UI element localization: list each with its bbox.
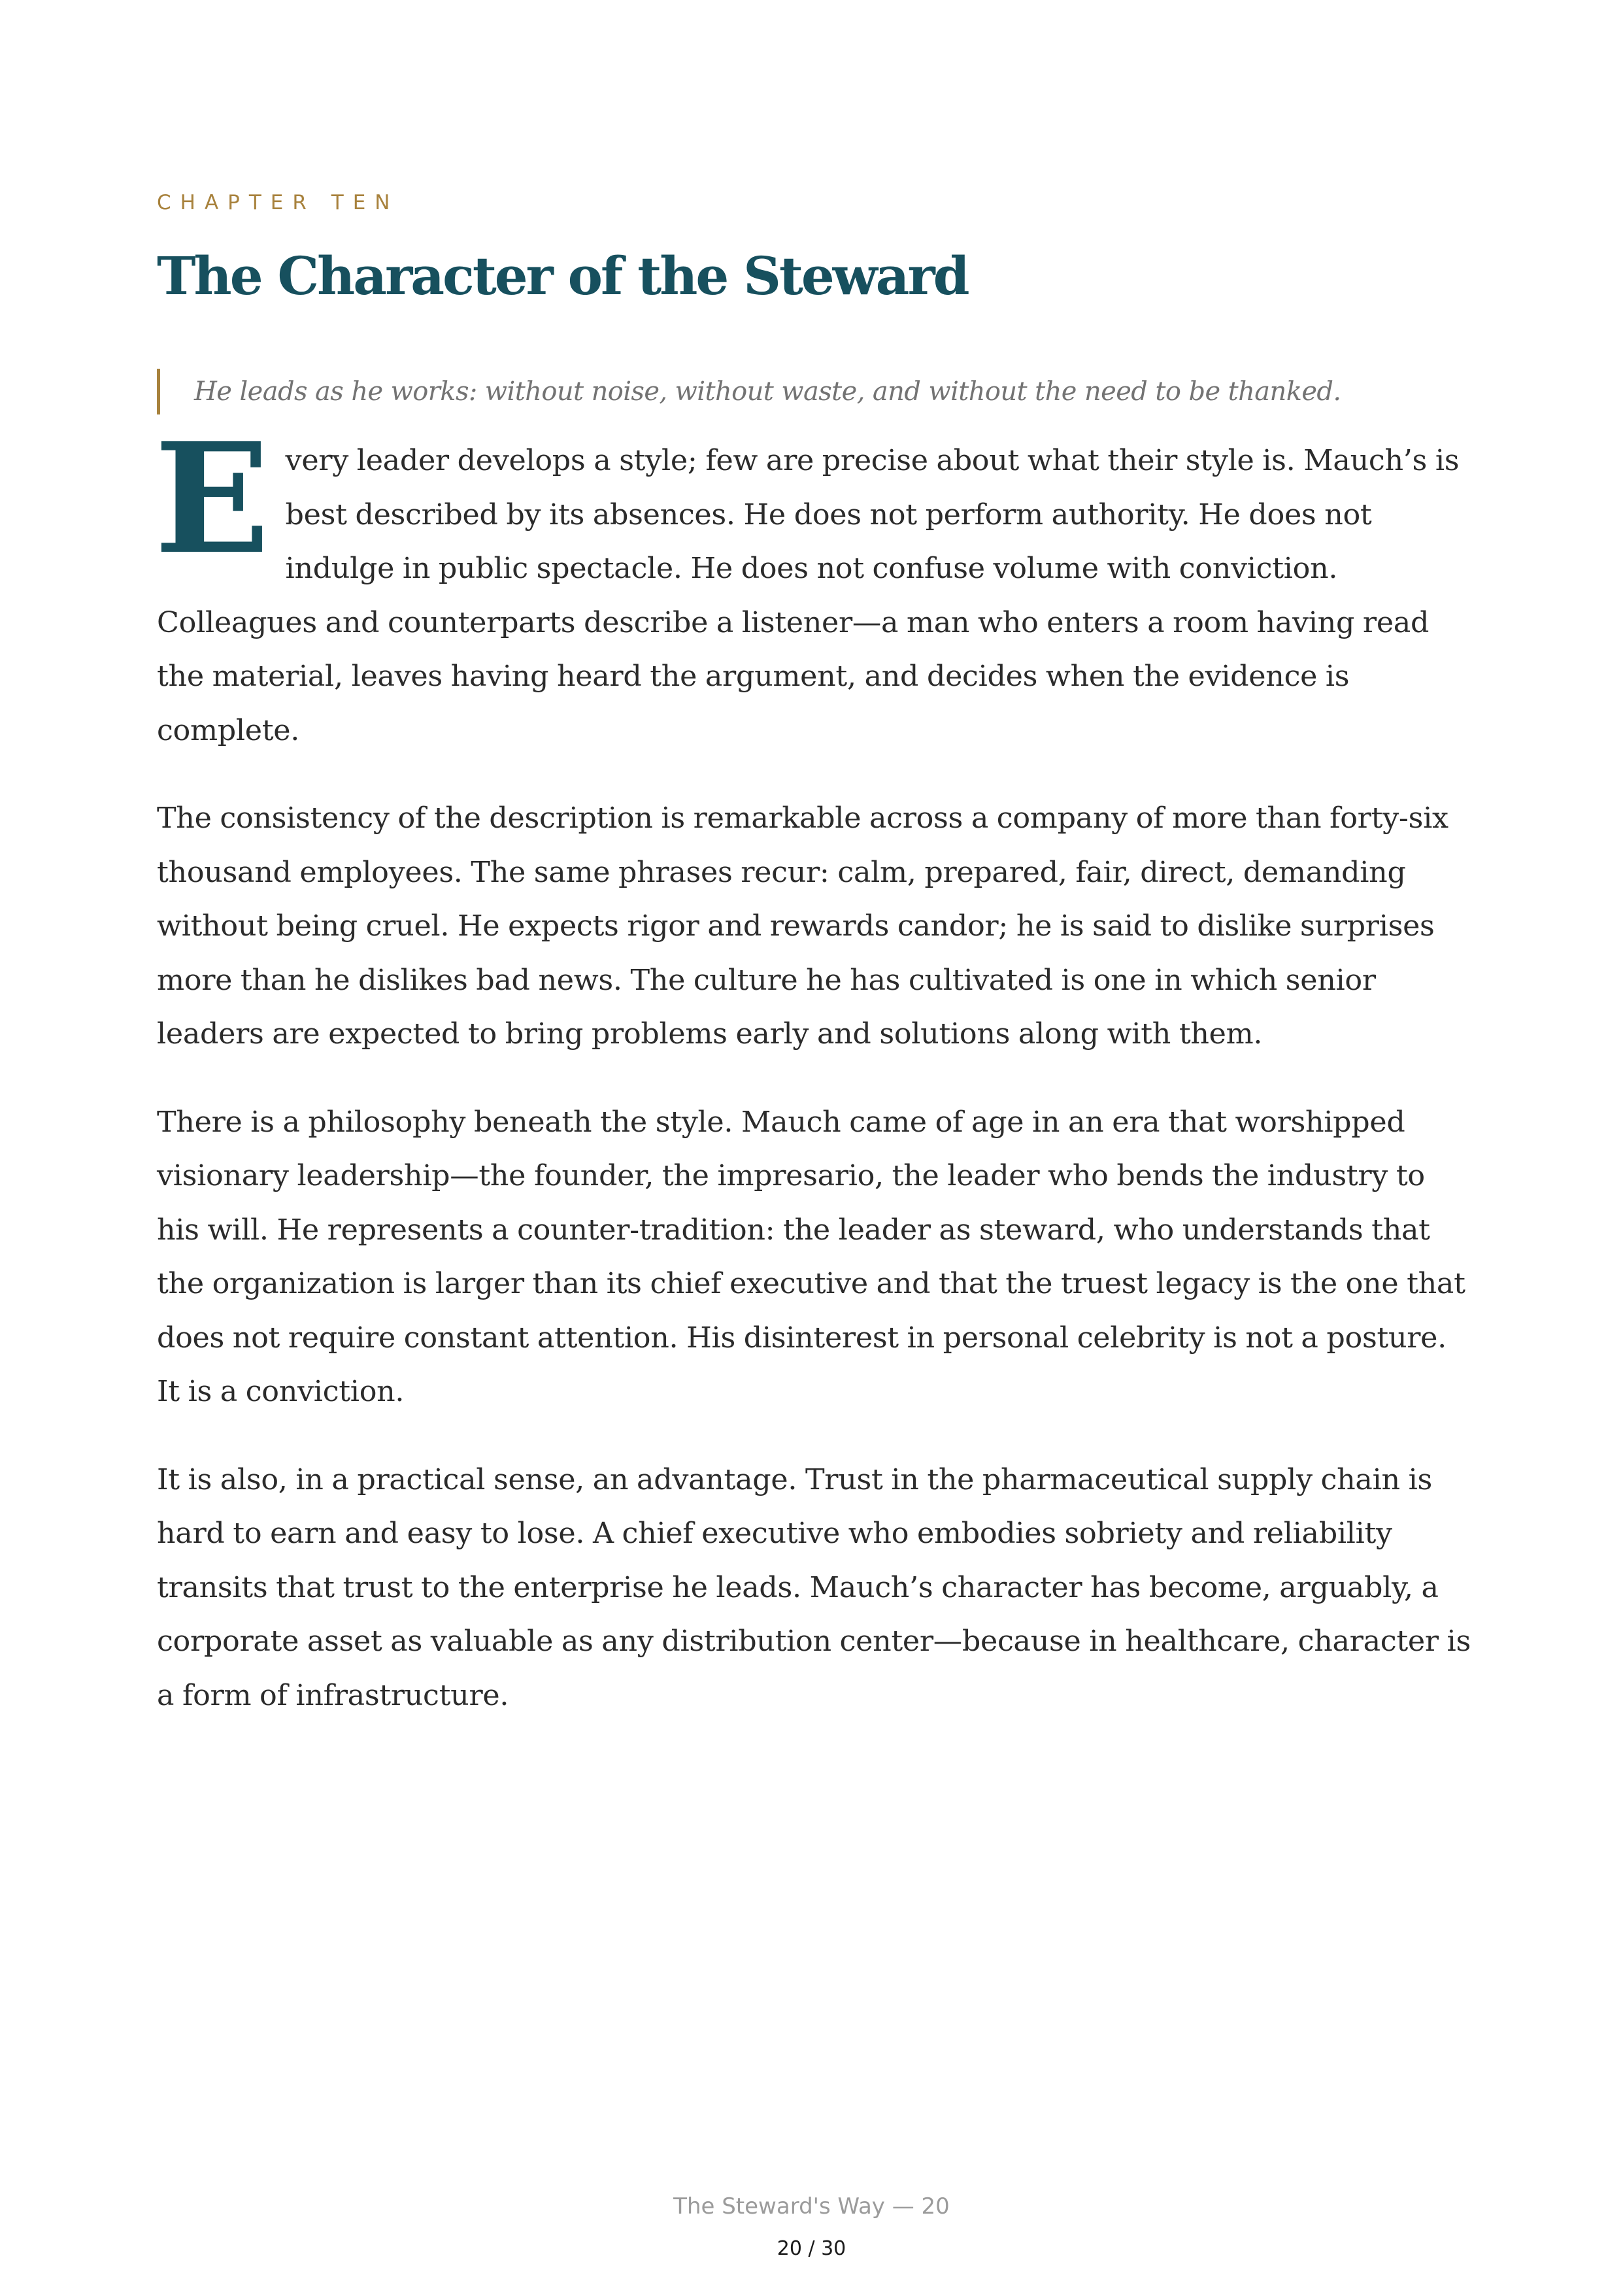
epigraph-text: He leads as he works: without noise, without waste, and without the need to be thanked. xyxy=(194,377,1341,407)
page-indicator: 20 / 30 xyxy=(777,2237,846,2260)
paragraph-2: The consistency of the description is remarkable across a company of more than forty-six thousand employees. The same phrases recur: calm, prepared, fair, direct, demanding without being cruel. He expects rigor and rewards candor; he is said to dislike surprises more than he dislikes bad news. The culture he has cultivated is one in which senior leaders are expected to bring problems early and solutions along with them. xyxy=(157,802,1448,1051)
paragraph-4: It is also, in a practical sense, an advantage. Trust in the pharmaceutical supply chain is hard to earn and easy to lose. A chief executive who embodies sobriety and reliability transits that trust to the enterprise he leads. Mauch’s character has become, arguably, a corporate asset as valuable as any distribution center—because in healthcare, character is a form of infrastructure. xyxy=(157,1462,1471,1712)
body-text xyxy=(154,409,1471,1723)
drop-cap: E xyxy=(154,409,270,588)
chapter-title: The Character of the Steward xyxy=(157,245,968,307)
epigraph xyxy=(157,369,1471,414)
running-footer: The Steward's Way — 20 xyxy=(673,2193,950,2220)
chapter-label: CHAPTER TEN xyxy=(157,191,399,214)
paragraph-1 xyxy=(154,409,1471,758)
paragraph-3: There is a philosophy beneath the style. Mauch came of age in an era that worshipped visionary leadership—the founder, the impresario, the leader who bends the industry to his will. He represents a counter-tradition: the leader as steward, who understands that the organization is larger than its chief executive and that the truest legacy is the one that does not require constant attention. His disinterest in personal celebrity is not a posture. It is a conviction. xyxy=(157,1105,1465,1408)
page-content xyxy=(154,190,1471,1723)
paragraph-1-text: very leader develops a style; few are precise about what their style is. Mauch’s is best described by its absences. He does not perform authority. He does not indulge in public spectacle. He does not confuse volume with conviction. Colleagues and counterparts describe a listener—a man who enters a room having read the material, leaves having heard the argument, and decides when the evidence is complete. xyxy=(157,444,1460,747)
